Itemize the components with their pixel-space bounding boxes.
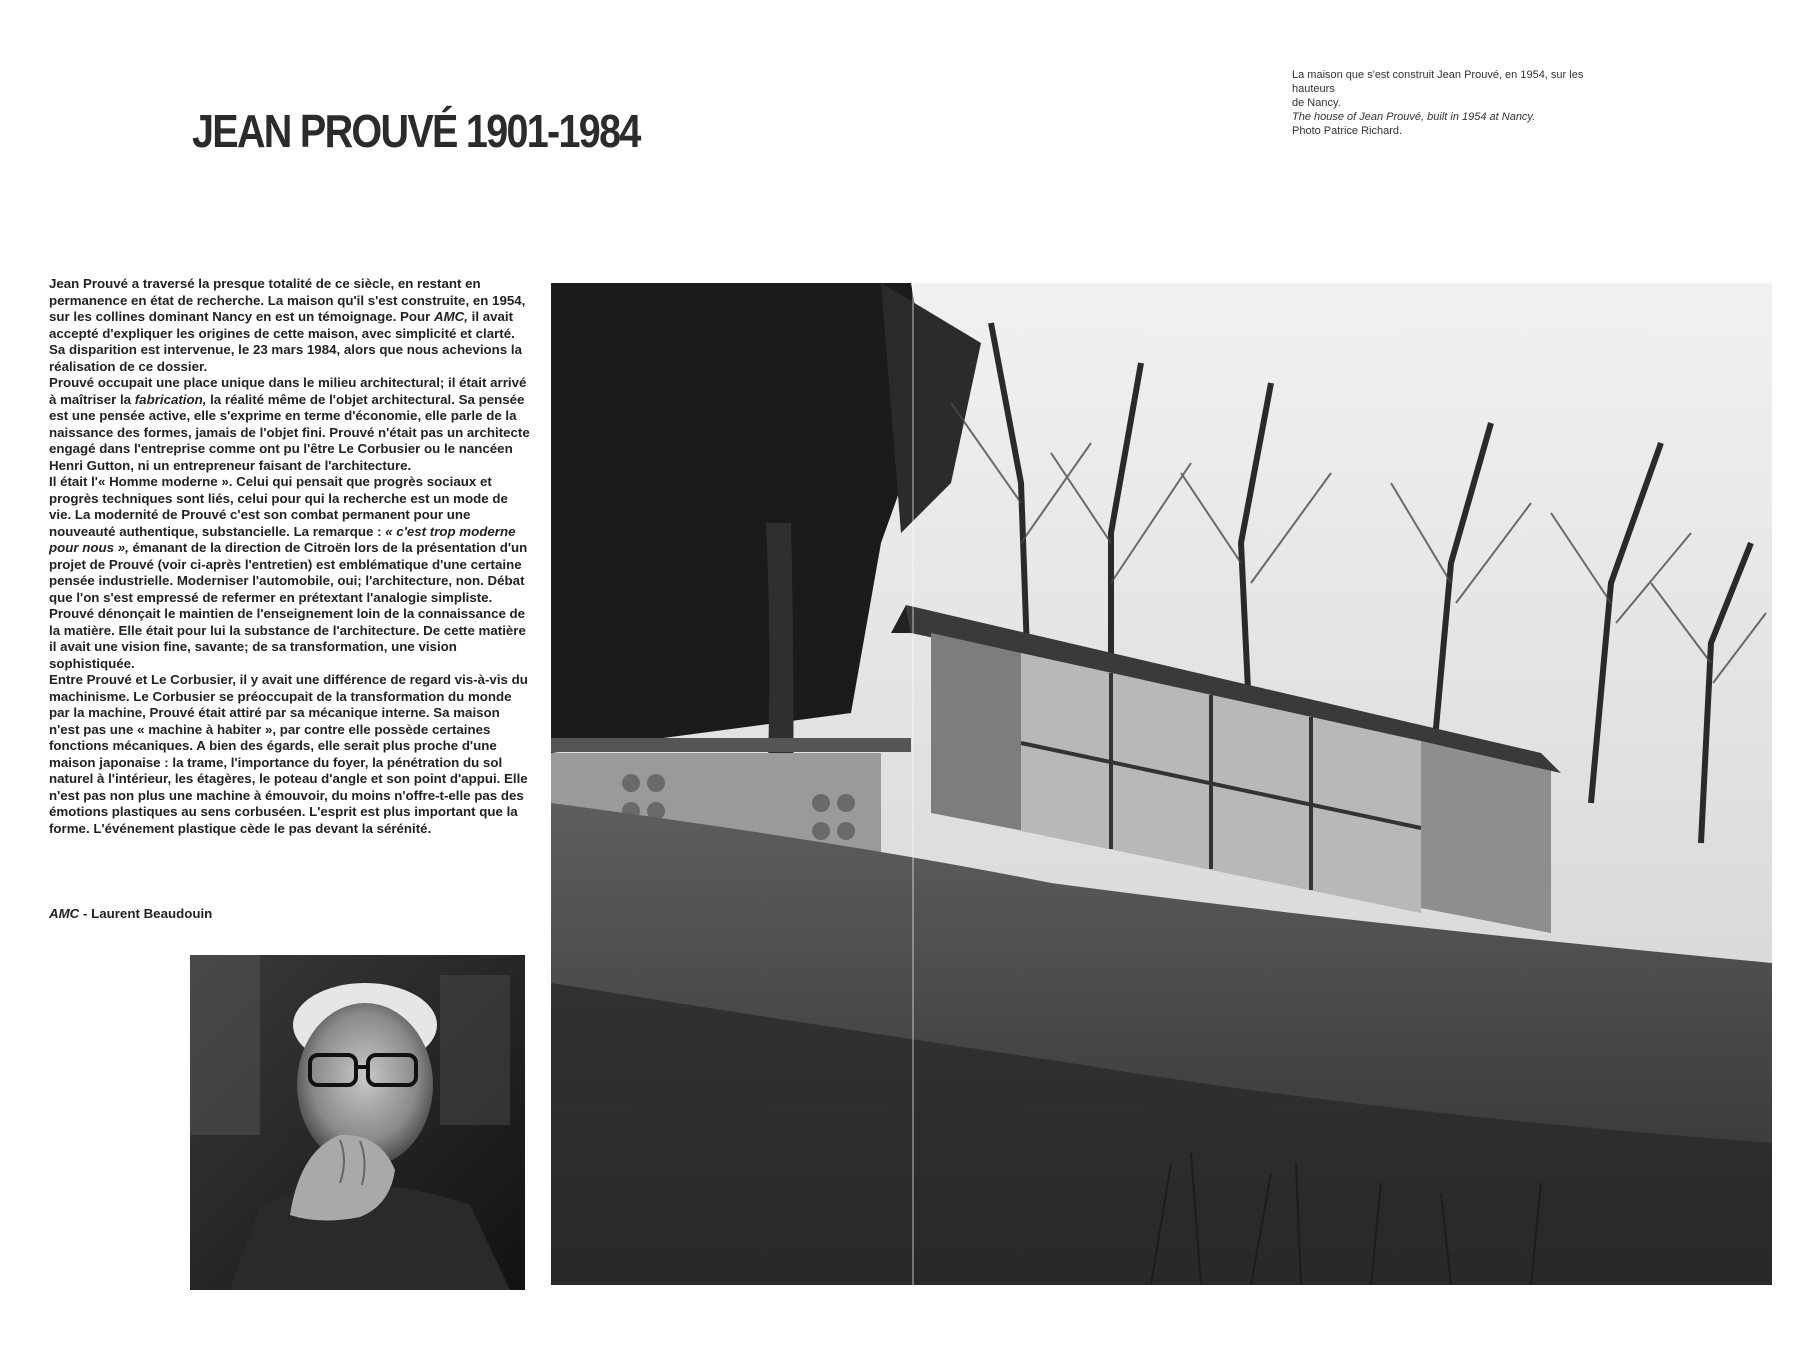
page-title: JEAN PROUVÉ 1901-1984 <box>192 105 640 157</box>
portrait-photo <box>190 955 525 1290</box>
signature-author: - Laurent Beaudouin <box>79 906 213 921</box>
article-paragraph-1 <box>49 276 531 375</box>
text-run: Prouvé occupait une place unique dans le milieu architectural; il était arrivé à maîtriser la <box>49 375 527 407</box>
text-run: Il était l'« Homme moderne ». Celui qui pensait que progrès sociaux et progrès techniques sont liés, celui pour qui la recherche est un mode de vie. La modernité de Prouvé c'est son combat permanent pour une nouveauté authentique, substancielle. La remarque : <box>49 474 508 539</box>
article-body <box>49 276 531 837</box>
text-run: il avait accepté d'expliquer les origines de cette maison, avec simplicité et clarté. Sa disparition est intervenue, le 23 mars 1984, alors que nous achevions la réalisation de ce dossier. <box>49 309 522 374</box>
article-paragraph-3 <box>49 474 531 606</box>
caption-line-en: The house of Jean Prouvé, built in 1954 at Nancy. <box>1292 111 1536 123</box>
house-photo <box>551 283 1772 1285</box>
caption-line-fr-1: La maison que s'est construit Jean Prouvé, en 1954, sur les hauteurs <box>1292 69 1584 95</box>
article-paragraph-5: Entre Prouvé et Le Corbusier, il y avait une différence de regard vis-à-vis du machinisme. Le Corbusier se préoccupait de la transformation du monde par la machine, Prouvé était attiré par sa mécanique interne. Sa maison n'est pas une « machine à habiter », par contre elle possède certaines fonctions mécaniques. A bien des égards, elle serait plus proche d'une maison japonaise : la trame, l'importance du foyer, la pénétration du sol naturel à l'intérieur, les étagères, le poteau d'angle et son point d'appui. Elle n'est pas non plus une machine à émouvoir, du moins n'offre-t-elle pas des émotions plastiques au sens corbuséen. L'esprit est plus important que la forme. L'événement plastique cède le pas devant la sérénité. <box>49 672 528 836</box>
caption-line-fr-2: de Nancy. <box>1292 97 1341 109</box>
article-signature <box>49 906 212 921</box>
quote-emphasis: « c'est trop moderne pour nous », <box>49 523 516 555</box>
signature-org: AMC <box>49 906 80 921</box>
text-run: Jean Prouvé a traversé la presque totalité de ce siècle, en restant en permanence en état de recherche. La maison qu'il s'est construite, en 1954, sur les collines dominant Nancy en est un témoignage. Pour <box>49 276 526 324</box>
article-paragraph-2 <box>49 375 531 474</box>
amc-emphasis: AMC, <box>433 309 468 324</box>
photo-caption <box>1292 68 1592 138</box>
text-run: la réalité même de l'objet architectural. Sa pensée est une pensée active, elle s'exprime en terme d'économie, elle parle de la naissance des formes, jamais de l'objet fini. Prouvé n'était pas un architecte engagé dans l'entreprise comme ont pu l'être Le Corbusier ou le nancéen Henri Gutton, ni un entrepreneur faisant de l'architecture. <box>49 391 530 473</box>
text-run: émanant de la direction de Citroën lors de la présentation d'un projet de Prouvé (voir ci-après l'entretien) est emblématique d'une certaine pensée industrielle. Moderniser l'automobile, oui; l'architecture, non. Débat que l'on s'est empressé de refermer en prétextant l'analogie simpliste. <box>49 540 528 605</box>
portrait-illustration <box>190 955 525 1290</box>
house-illustration <box>551 283 1772 1285</box>
photo-fold-seam <box>912 283 914 1285</box>
caption-photo-credit: Photo Patrice Richard. <box>1292 125 1403 137</box>
article-paragraph-4: Prouvé dénonçait le maintien de l'enseignement loin de la connaissance de la matière. Elle était pour lui la substance de l'architecture. De cette matière il avait une vision fine, savante; de sa transformation, une vision sophistiquée. <box>49 606 526 671</box>
fabrication-emphasis: fabrication, <box>134 391 207 407</box>
